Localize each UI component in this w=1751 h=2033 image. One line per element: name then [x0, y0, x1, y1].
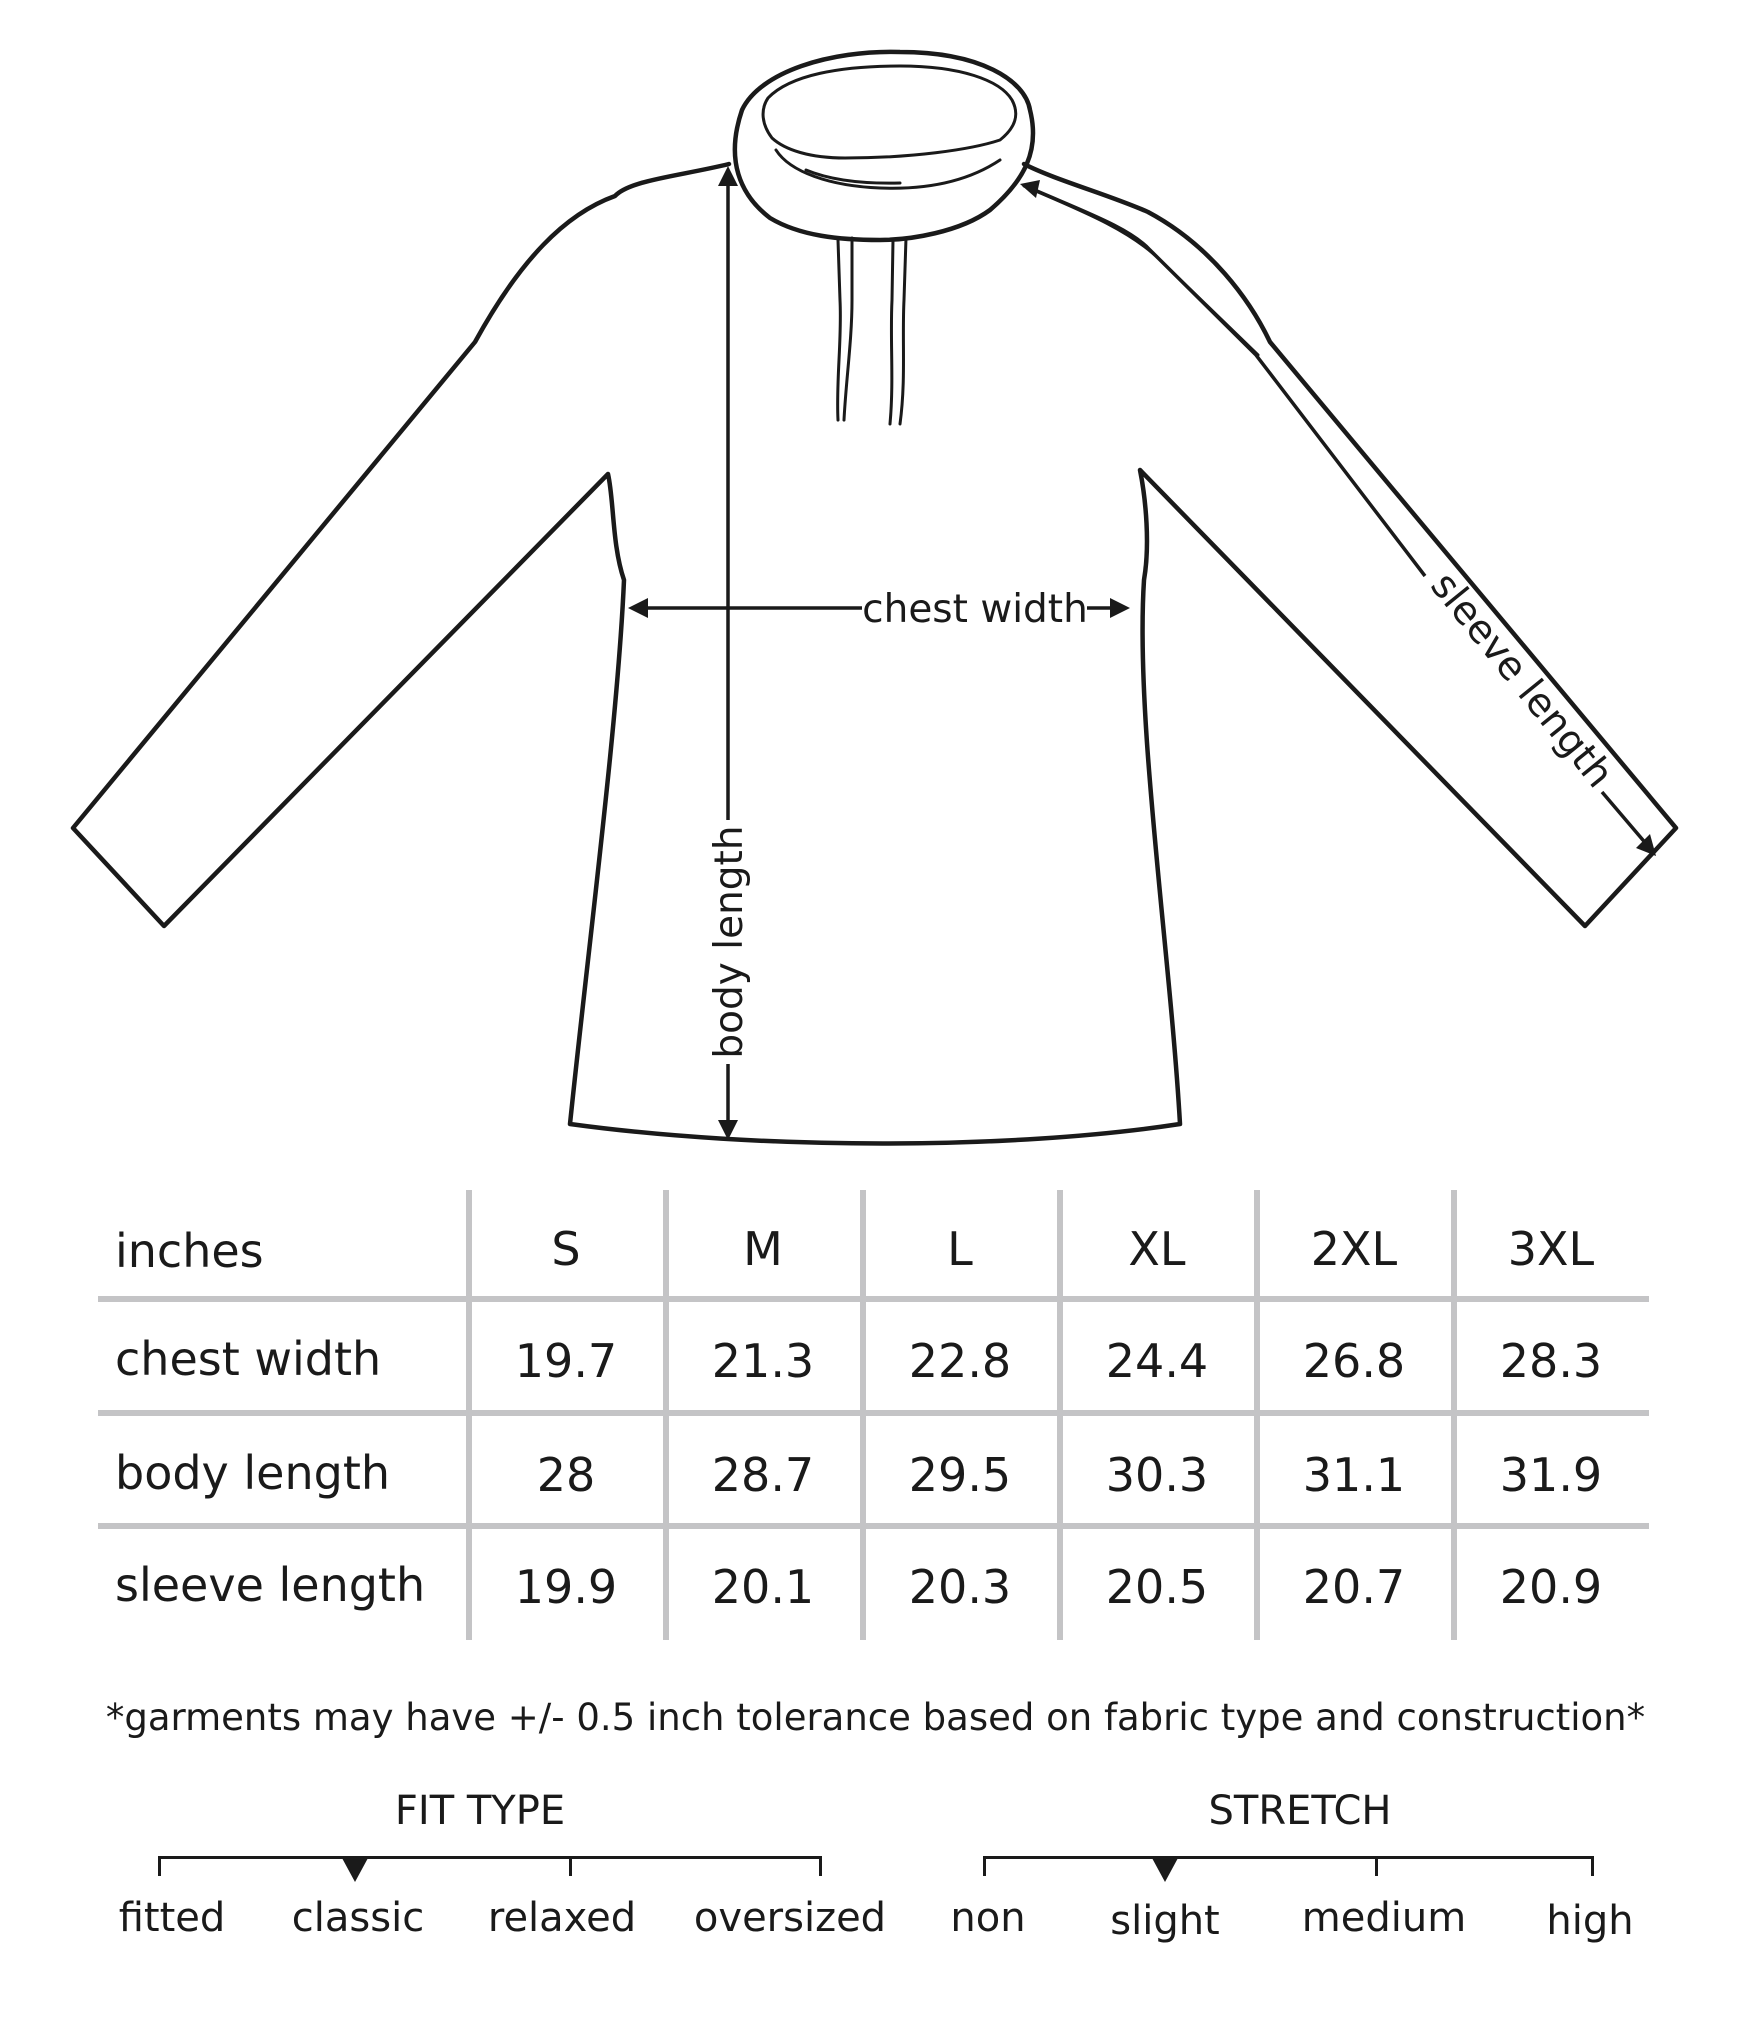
tolerance-note: *garments may have +/- 0.5 inch tolerance based on fabric type and construction*	[105, 1696, 1646, 1739]
stretch-option: slight	[1110, 1898, 1220, 1944]
table-cell: 28.7	[711, 1448, 815, 1502]
table-cell: 20.7	[1302, 1560, 1406, 1614]
drawstring-right-2	[900, 238, 906, 424]
stretch-selected-marker	[1152, 1858, 1178, 1882]
table-cell: 31.9	[1499, 1448, 1603, 1502]
fit-type-title: FIT TYPE	[394, 1788, 566, 1834]
table-cell: 28	[536, 1448, 596, 1502]
table-grid-line	[98, 1523, 1649, 1529]
size-header: S	[551, 1222, 581, 1276]
collar-inner	[763, 66, 1016, 158]
stretch-scale-line	[983, 1856, 1594, 1859]
table-grid-line	[98, 1410, 1649, 1416]
table-cell: 31.1	[1302, 1448, 1406, 1502]
size-header: L	[947, 1222, 973, 1276]
stretch-tick	[983, 1856, 986, 1876]
fit-type-tick	[158, 1856, 161, 1876]
fit-type-tick	[569, 1856, 572, 1876]
chest-width-dimension	[628, 587, 1130, 632]
stretch-tick	[1375, 1856, 1378, 1876]
stretch-title: STRETCH	[1208, 1788, 1392, 1834]
sleeve-length-line-top	[1030, 188, 1425, 576]
table-cell: 28.3	[1499, 1334, 1603, 1388]
table-cell: 22.8	[908, 1334, 1012, 1388]
size-header: 3XL	[1507, 1222, 1595, 1276]
collar-fold-2	[806, 170, 900, 183]
table-cell: 20.1	[711, 1560, 815, 1614]
chest-width-label: chest width	[862, 587, 1088, 632]
drawstring-right	[890, 240, 893, 424]
fit-type-option: fitted	[118, 1895, 226, 1941]
table-cell: 20.5	[1105, 1560, 1209, 1614]
body-length-dimension	[707, 166, 752, 1140]
table-cell: 30.3	[1105, 1448, 1209, 1502]
stretch-option: high	[1546, 1898, 1634, 1944]
table-cell: 19.9	[514, 1560, 618, 1614]
table-grid-line	[98, 1296, 1649, 1302]
table-cell: 19.7	[514, 1334, 618, 1388]
sleeve-length-line-bottom	[1602, 792, 1648, 846]
table-cell: 20.9	[1499, 1560, 1603, 1614]
sleeve-length-label: sleeve length	[1421, 563, 1622, 797]
size-header: XL	[1128, 1222, 1186, 1276]
fit-type-option: classic	[291, 1895, 425, 1941]
stretch-tick	[1591, 1856, 1594, 1876]
row-label-sleeve-length: sleeve length	[115, 1558, 426, 1612]
body-length-label: body length	[707, 825, 752, 1059]
size-header: 2XL	[1310, 1222, 1398, 1276]
table-cell: 20.3	[908, 1560, 1012, 1614]
garment-outline	[73, 164, 1676, 1144]
fit-type-option: oversized	[693, 1895, 887, 1941]
fit-type-scale-line	[158, 1856, 822, 1859]
size-header: M	[743, 1222, 783, 1276]
table-unit-header: inches	[115, 1224, 264, 1278]
chest-width-arrow-right	[1110, 598, 1130, 618]
sleeve-length-arrow-top	[1020, 180, 1040, 198]
stretch-option: medium	[1301, 1895, 1467, 1941]
table-cell: 29.5	[908, 1448, 1012, 1502]
table-cell: 24.4	[1105, 1334, 1209, 1388]
row-label-chest-width: chest width	[115, 1332, 382, 1386]
chest-width-arrow-left	[628, 598, 648, 618]
fit-type-selected-marker	[342, 1858, 368, 1882]
fit-type-option: relaxed	[487, 1895, 637, 1941]
fit-type-tick	[819, 1856, 822, 1876]
sleeve-length-dimension	[1020, 180, 1656, 856]
drawstring-left-2	[844, 238, 852, 420]
row-label-body-length: body length	[115, 1446, 391, 1500]
table-cell: 21.3	[711, 1334, 815, 1388]
drawstring-left	[838, 240, 841, 420]
stretch-option: non	[950, 1895, 1026, 1941]
table-cell: 26.8	[1302, 1334, 1406, 1388]
